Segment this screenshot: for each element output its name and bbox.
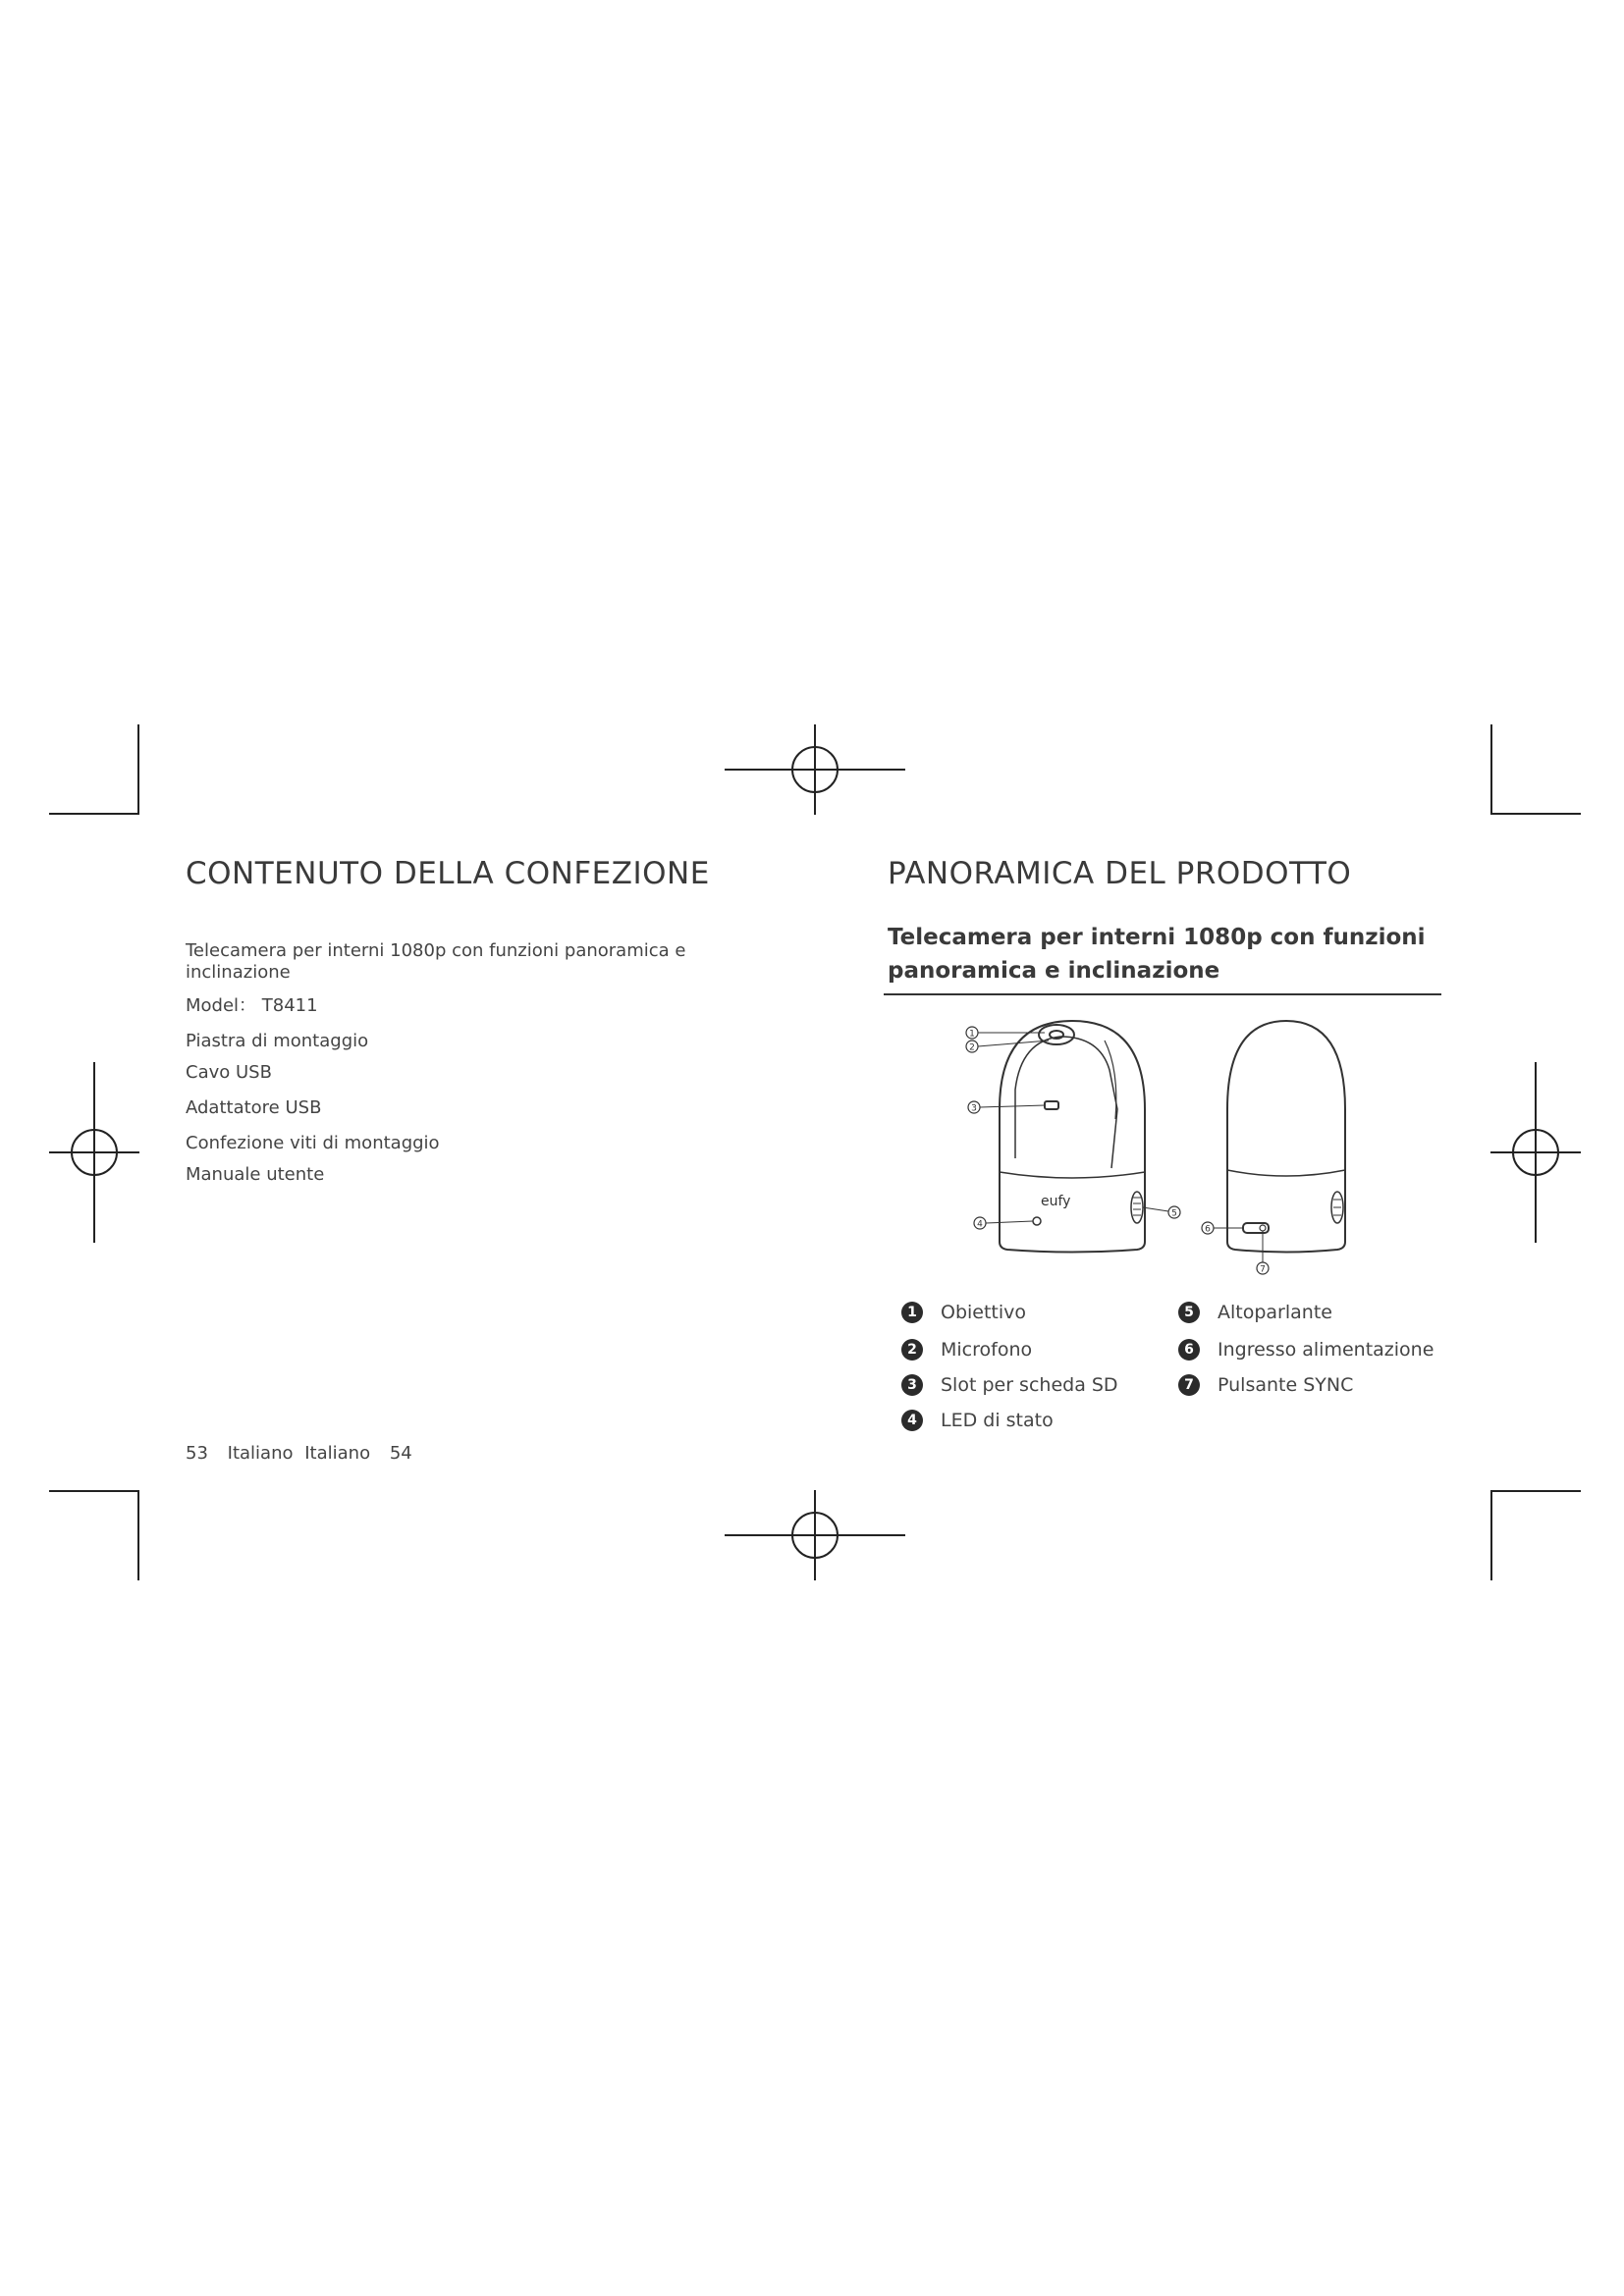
callout-4: 4 <box>977 1219 983 1230</box>
product-subheading: Telecamera per interni 1080p con funzioni panoramica e inclinazione <box>888 925 1426 984</box>
left-language-label: Italiano <box>227 1443 294 1464</box>
list-item: Confezione viti di montaggio <box>186 1133 440 1153</box>
list-item: Cavo USB <box>186 1062 272 1083</box>
list-item: Manuale utente <box>186 1164 325 1185</box>
registration-mark-right <box>1490 1062 1581 1243</box>
legend-number: 3 <box>901 1374 923 1396</box>
legend-number: 5 <box>1178 1302 1200 1323</box>
registration-mark-top <box>725 724 905 815</box>
legend-label: Obiettivo <box>941 1302 1027 1323</box>
list-item: Piastra di montaggio <box>186 1031 369 1051</box>
page-footer <box>186 1443 426 1464</box>
list-item: Model： T8411 <box>186 995 318 1016</box>
callout-3: 3 <box>971 1103 977 1114</box>
legend-number: 7 <box>1178 1374 1200 1396</box>
legend-item-2 <box>901 1339 1032 1361</box>
legend-item-1 <box>901 1302 1026 1323</box>
registration-mark-bottom <box>725 1490 905 1580</box>
list-item: Telecamera per interni 1080p con funzioni panoramica e inclinazione <box>186 940 686 983</box>
legend-number: 2 <box>901 1339 923 1361</box>
camera-illustration <box>943 1011 1375 1276</box>
callout-2: 2 <box>969 1042 975 1053</box>
legend-label: Pulsante SYNC <box>1218 1374 1354 1396</box>
legend-item-4 <box>901 1410 1054 1431</box>
legend-number: 4 <box>901 1410 923 1431</box>
heading-rule <box>884 993 1441 995</box>
legend-label: Slot per scheda SD <box>941 1374 1118 1396</box>
left-page-number: 53 <box>186 1443 208 1464</box>
legend-number: 6 <box>1178 1339 1200 1361</box>
list-item: Adattatore USB <box>186 1097 322 1118</box>
camera-back-drawing <box>1227 1021 1345 1253</box>
overview-heading: PANORAMICA DEL PRODOTTO <box>888 856 1352 891</box>
legend-label: Ingresso alimentazione <box>1218 1339 1435 1361</box>
right-page-number: 54 <box>389 1443 412 1464</box>
legend-item-5 <box>1178 1302 1332 1323</box>
legend-number: 1 <box>901 1302 923 1323</box>
eufy-logo: eufy <box>1041 1194 1071 1209</box>
right-language-label: Italiano <box>304 1443 371 1464</box>
callout-5: 5 <box>1171 1208 1177 1219</box>
legend-item-3 <box>901 1374 1118 1396</box>
legend-label: LED di stato <box>941 1410 1054 1431</box>
registration-mark-left <box>49 1062 139 1243</box>
camera-front-drawing <box>1000 1021 1145 1253</box>
callout-1: 1 <box>969 1029 975 1040</box>
legend-item-6 <box>1178 1339 1434 1361</box>
legend-label: Microfono <box>941 1339 1033 1361</box>
callout-7: 7 <box>1260 1264 1266 1275</box>
contents-heading: CONTENUTO DELLA CONFEZIONE <box>186 856 710 891</box>
callout-6: 6 <box>1205 1224 1211 1235</box>
legend-item-7 <box>1178 1374 1353 1396</box>
legend-label: Altoparlante <box>1218 1302 1332 1323</box>
callout-circles <box>966 1027 1269 1274</box>
package-contents-list <box>186 940 696 1186</box>
